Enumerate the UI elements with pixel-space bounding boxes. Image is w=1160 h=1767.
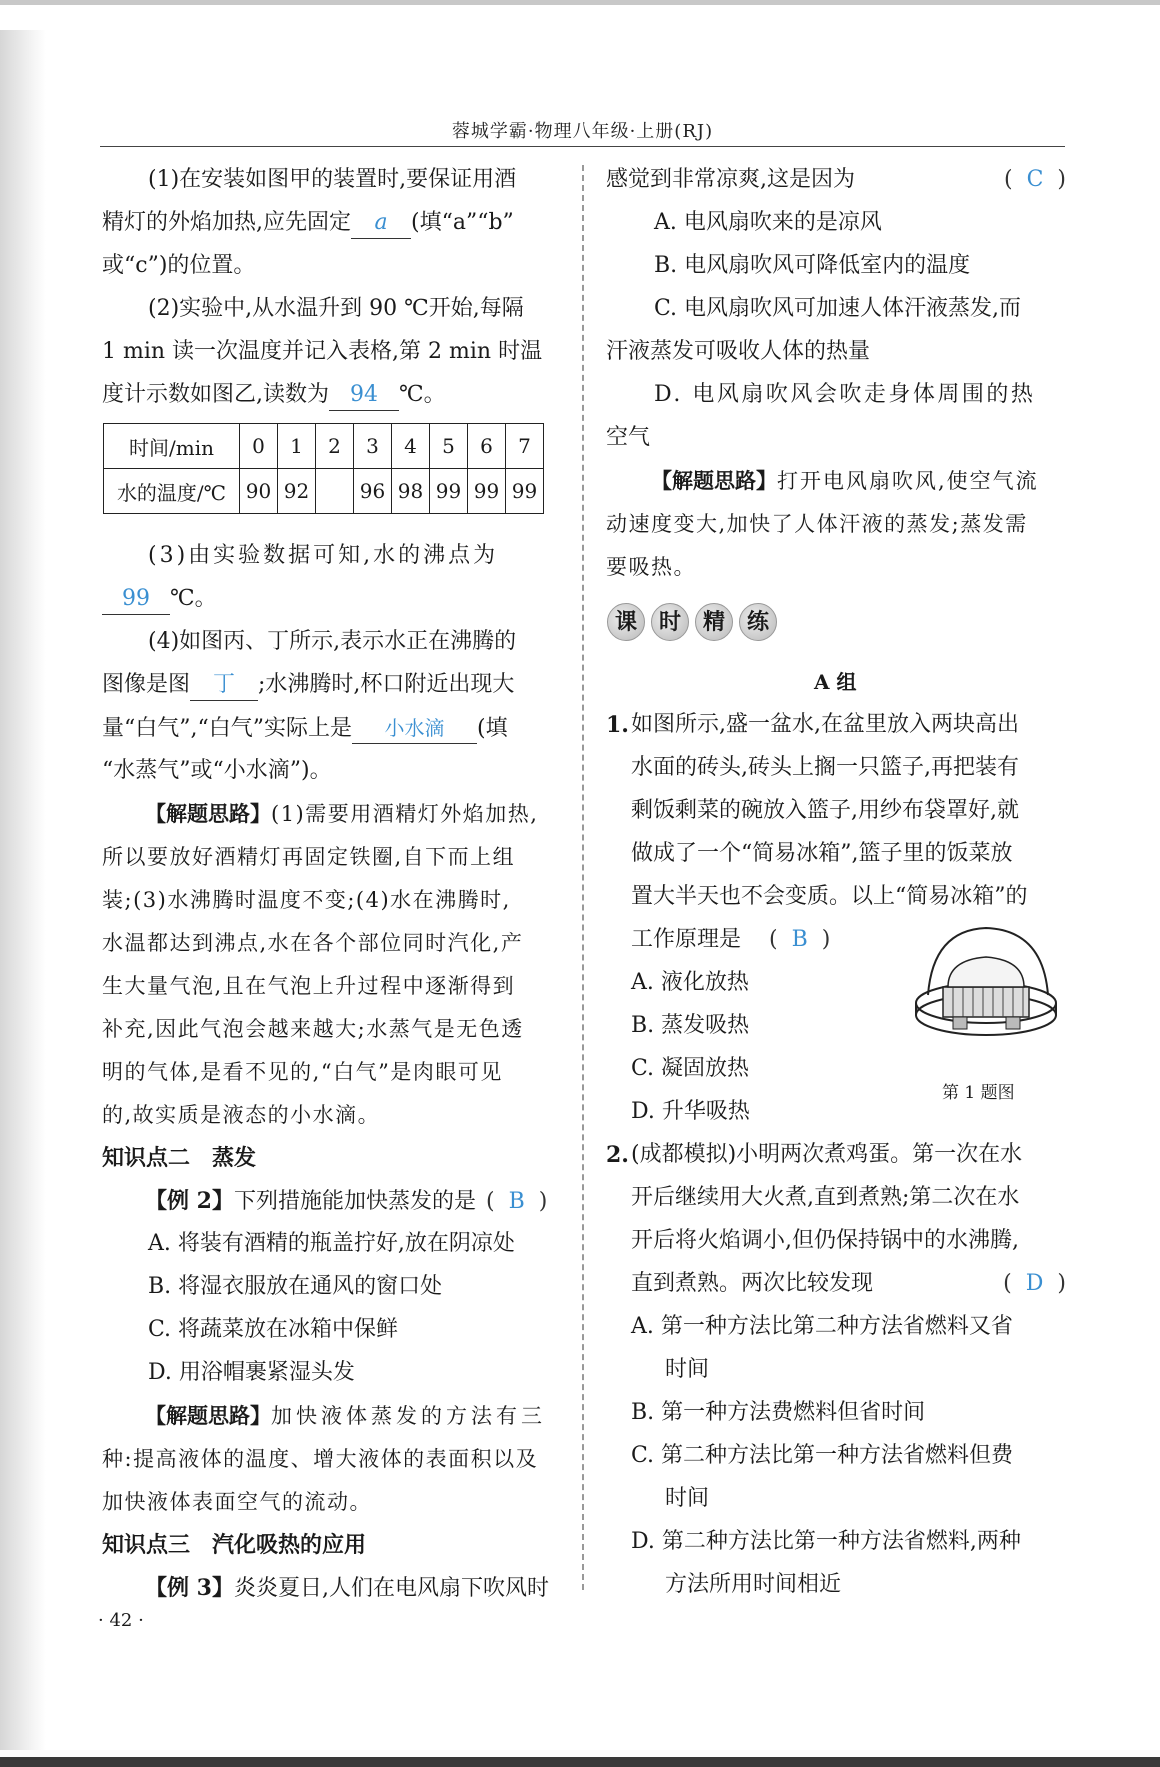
problem2-line1: (成都模拟)小明两次煮鸡蛋。第一次在水: [631, 1142, 1023, 1167]
solution2-line3: 加快液体表面空气的流动。: [102, 1490, 372, 1514]
problem1-number: 1.: [606, 712, 629, 738]
q4-answer1: 丁: [190, 670, 258, 701]
example2-option-c: C. 将蔬菜放在冰箱中保鲜: [148, 1317, 399, 1342]
table-cell: 0: [240, 424, 278, 469]
solution2-line1: [145, 1401, 546, 1431]
q2-line1: (2)实验中,从水温升到 90 ℃开始,每隔: [148, 296, 524, 321]
q3-answer: 99: [102, 584, 170, 615]
example2-question: 【例 2】下列措施能加快蒸发的是 ( B ): [145, 1188, 548, 1214]
q3-line1: (3)由实验数据可知,水的沸点为: [148, 543, 499, 568]
problem2-answer: D: [1025, 1271, 1044, 1296]
example3-answer: C: [1026, 167, 1044, 192]
problem1-answer: B: [791, 927, 808, 952]
example2-option-d: D. 用浴帽裹紧湿头发: [148, 1360, 355, 1385]
problem1-option-a: A. 液化放热: [631, 970, 749, 995]
problem1-line1: 如图所示,盛一盆水,在盆里放入两块高出: [631, 712, 1019, 737]
problem1-line6-text: 工作原理是: [631, 927, 742, 952]
solution-tag: 【解题思路】: [145, 1403, 271, 1428]
problem2-line4: 直到煮熟。两次比较发现 ( D ): [631, 1271, 1066, 1296]
example2-option-a: A. 将装有酒精的瓶盖拧好,放在阴凉处: [148, 1231, 515, 1256]
solution1-line4: 水温都达到沸点,水在各个部位同时汽化,产: [102, 931, 524, 955]
knowledge-point-3-heading: 知识点三 汽化吸热的应用: [102, 1532, 367, 1558]
problem1-option-d: D. 升华吸热: [631, 1099, 750, 1124]
table-row: [104, 469, 544, 514]
example3-question: [145, 1573, 549, 1604]
problem1-line6: 工作原理是 ( B ): [631, 927, 831, 952]
table-cell: [316, 469, 354, 514]
solution1-line6: 补充,因此气泡会越来越大;水蒸气是无色透: [102, 1017, 524, 1041]
page-gutter-shadow: [0, 30, 46, 1750]
table-cell: 99: [468, 469, 506, 514]
table-cell: 92: [278, 469, 316, 514]
top-edge: [0, 0, 1160, 5]
table-cell: 4: [392, 424, 430, 469]
solution3-line2: 动速度变大,加快了人体汗液的蒸发;蒸发需: [606, 512, 1028, 536]
problem2-option-a2: 时间: [665, 1357, 710, 1382]
example3-cont-text: 感觉到非常凉爽,这是因为: [606, 167, 855, 192]
problem2-option-c2: 时间: [665, 1486, 710, 1511]
example3-tag: 【例 3】: [145, 1575, 234, 1601]
q4-line2: [102, 670, 514, 701]
running-header: 蓉城学霸·物理八年级·上册(RJ): [451, 121, 714, 142]
problem2-option-d2: 方法所用时间相近: [665, 1572, 842, 1597]
solution1-line2: 所以要放好酒精灯再固定铁圈,自下而上组: [102, 845, 516, 869]
q4-line2-tail: ;水沸腾时,杯口附近出现大: [258, 672, 515, 697]
solution1-line5: 生大量气泡,且在气泡上升过程中逐渐得到: [102, 974, 516, 998]
table-cell: 6: [468, 424, 506, 469]
solution1-line3: 装;(3)水沸腾时温度不变;(4)水在沸腾时,: [102, 888, 511, 912]
q1-line1: (1)在安装如图甲的装置时,要保证用酒: [148, 167, 517, 192]
problem2-line4-text: 直到煮熟。两次比较发现: [631, 1271, 874, 1296]
problem2-line3: 开后将火焰调小,但仍保持锅中的水沸腾,: [631, 1228, 1019, 1253]
solution1-line1: [145, 799, 538, 829]
q4-answer2: 小水滴: [352, 713, 477, 744]
data-table: [103, 423, 544, 514]
badge-char: 练: [739, 603, 777, 641]
problem2-line2: 开后继续用大火煮,直到煮熟;第二次在水: [631, 1185, 1020, 1210]
solution2-line2: 种:提高液体的温度、增大液体的表面积以及: [102, 1447, 539, 1471]
example3-option-b: B. 电风扇吹风可降低室内的温度: [654, 253, 971, 278]
problem2-option-d1: D. 第二种方法比第一种方法省燃料,两种: [631, 1529, 1021, 1554]
solution1-line8: 的,故实质是液态的小水滴。: [102, 1103, 381, 1127]
q3-line2-tail: ℃。: [170, 586, 217, 611]
table-row: [104, 424, 544, 469]
example2-text: 下列措施能加快蒸发的是: [233, 1189, 476, 1214]
q3-line2: [102, 584, 217, 615]
problem1-line2: 水面的砖头,砖头上搁一只篮子,再把装有: [631, 755, 1019, 780]
problem2-option-b: B. 第一种方法费燃料但省时间: [631, 1400, 926, 1425]
q1-line3: 或“c”)的位置。: [102, 253, 256, 278]
column-divider: [582, 165, 584, 1590]
q4-line3-tail: (填: [476, 716, 508, 741]
q4-line3-text: 量“白气”,“白气”实际上是: [102, 716, 352, 741]
q4-line1: (4)如图丙、丁所示,表示水正在沸腾的: [148, 629, 517, 654]
badge-char: 精: [695, 603, 733, 641]
table-cell: 1: [278, 424, 316, 469]
problem1-line5: 置大半天也不会变质。以上“简易冰箱”的: [631, 884, 1028, 909]
simple-icebox-figure: [908, 925, 1063, 1057]
example2-option-b: B. 将湿衣服放在通风的窗口处: [148, 1274, 443, 1299]
badge-char: 时: [651, 603, 689, 641]
problem2-number: 2.: [606, 1142, 629, 1168]
table-cell: 96: [354, 469, 392, 514]
solution3-line3: 要吸热。: [606, 555, 696, 579]
table-cell: 5: [430, 424, 468, 469]
table-cell: 3: [354, 424, 392, 469]
q2-line2: 1 min 读一次温度并记入表格,第 2 min 时温: [102, 339, 543, 364]
q1-line2-text: 精灯的外焰加热,应先固定: [102, 210, 351, 235]
table-cell: 7: [506, 424, 544, 469]
solution1-text: (1)需要用酒精灯外焰加热,: [271, 802, 539, 826]
problem2-option-c1: C. 第二种方法比第一种方法省燃料但费: [631, 1443, 1014, 1468]
table-cell: 99: [430, 469, 468, 514]
knowledge-point-2-heading: 知识点二 蒸发: [102, 1145, 257, 1171]
figure-caption: 第 1 题图: [942, 1083, 1015, 1103]
solution-tag: 【解题思路】: [145, 801, 271, 826]
section-badge: [607, 603, 777, 641]
solution3-text: 打开电风扇吹风,使空气流: [777, 469, 1039, 493]
example3-option-d1: D. 电风扇吹风会吹走身体周围的热: [654, 382, 1036, 407]
example3-continued: 感觉到非常凉爽,这是因为 ( C ): [606, 167, 1066, 192]
solution-tag: 【解题思路】: [651, 468, 777, 493]
table-cell: 2: [316, 424, 354, 469]
bottom-edge: [0, 1757, 1160, 1767]
table-header-cell: 时间/min: [104, 424, 240, 469]
example2-answer: B: [508, 1189, 525, 1214]
q1-line2: [102, 208, 514, 239]
q4-line3: [102, 713, 508, 744]
q4-line2-text: 图像是图: [102, 672, 191, 697]
header-rule: [100, 146, 1065, 147]
page-number: · 42 ·: [98, 1610, 144, 1631]
q2-line3-text: 度计示数如图乙,读数为: [102, 382, 329, 407]
example2-tag: 【例 2】: [145, 1188, 234, 1214]
problem1-line3: 剩饭剩菜的碗放入篮子,用纱布袋罩好,就: [631, 798, 1019, 823]
table-cell: 99: [506, 469, 544, 514]
badge-char: 课: [607, 603, 645, 641]
table-cell: 90: [240, 469, 278, 514]
table-header-cell: 水的温度/℃: [104, 469, 240, 514]
q1-answer: a: [351, 208, 411, 239]
example3-text: 炎炎夏日,人们在电风扇下吹风时: [233, 1576, 549, 1601]
q2-answer: 94: [329, 380, 399, 411]
solution3-line1: [651, 466, 1039, 496]
group-heading: A 组: [814, 670, 857, 694]
problem2-option-a1: A. 第一种方法比第二种方法省燃料又省: [631, 1314, 1013, 1339]
q2-line3-tail: ℃。: [399, 382, 446, 407]
problem1-line4: 做成了一个“简易冰箱”,篮子里的饭菜放: [631, 841, 1013, 866]
q2-line3: [102, 380, 446, 411]
problem1-option-c: C. 凝固放热: [631, 1056, 750, 1081]
example3-option-a: A. 电风扇吹来的是凉风: [654, 210, 882, 235]
example3-option-c1: C. 电风扇吹风可加速人体汗液蒸发,而: [654, 296, 1022, 321]
q1-line2-tail: (填“a”“b”: [411, 210, 514, 235]
example3-option-d2: 空气: [606, 425, 651, 450]
solution1-line7: 明的气体,是看不见的,“白气”是肉眼可见: [102, 1060, 503, 1084]
example3-option-c2: 汗液蒸发可吸收人体的热量: [606, 339, 871, 364]
solution2-text: 加快液体蒸发的方法有三: [271, 1404, 546, 1428]
q4-line4: “水蒸气”或“小水滴”)。: [102, 758, 332, 783]
problem1-option-b: B. 蒸发吸热: [631, 1013, 750, 1038]
table-cell: 98: [392, 469, 430, 514]
